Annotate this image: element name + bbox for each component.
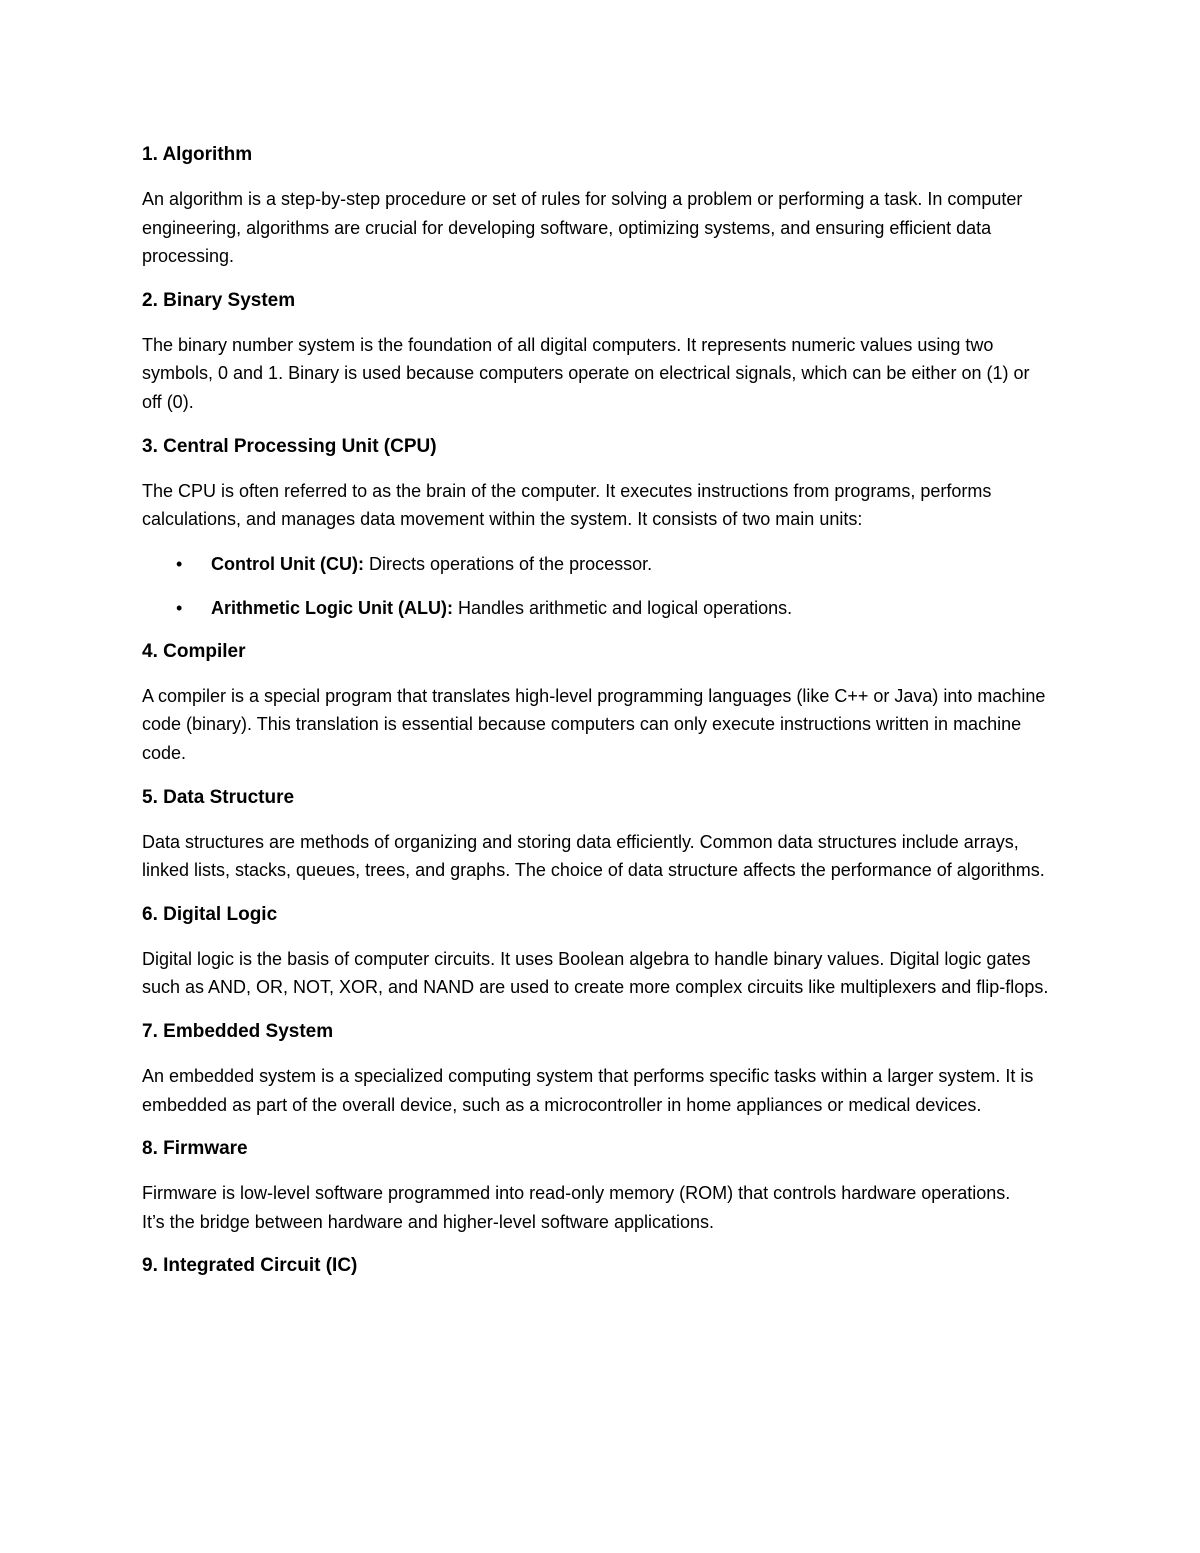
section-body: An embedded system is a specialized computing system that performs specific tasks within a larger system. It is embedded as part of the overall device, such as a microcontroller in home appliances or medical devices.: [142, 1065, 1034, 1115]
section-heading: [142, 638, 1080, 666]
section-heading: [142, 1018, 1080, 1046]
section-heading: [142, 1135, 1080, 1163]
bullet-text: Directs operations of the processor.: [363, 553, 653, 574]
section-body: The binary number system is the foundation of all digital computers. It represents numeric values using two symbols, 0 and 1. Binary is used because computers operate on electrical signals, which can be either on (1) or off (0).: [142, 334, 1030, 412]
section-number: 5.: [142, 786, 158, 808]
section-body: A compiler is a special program that translates high-level programming languages (like C++ or Java) into machine code (binary). This translation is essential because computers can only execute instructions written in machine code.: [142, 685, 1046, 763]
section-title: Data Structure: [163, 786, 295, 808]
list-item: [142, 550, 1080, 578]
section-heading: [142, 1252, 1080, 1280]
bullet-icon: •: [176, 597, 183, 618]
section-number: 2.: [142, 289, 158, 311]
bullet-list: [142, 550, 1080, 622]
section-title: Firmware: [163, 1138, 248, 1160]
section-heading: [142, 141, 1080, 169]
section-number: 8.: [142, 1138, 158, 1160]
section-body: An algorithm is a step-by-step procedure or set of rules for solving a problem or performing a task. In computer engineering, algorithms are crucial for developing software, optimizing systems, and ensuring efficient data processing.: [142, 189, 1023, 267]
list-item: [142, 594, 1080, 622]
section-title: Algorithm: [162, 144, 253, 165]
bullet-text: Handles arithmetic and logical operations.: [452, 597, 793, 618]
section-body: Data structures are methods of organizing and storing data efficiently. Common data structures include arrays, linked lists, stacks, queues, trees, and graphs. The choice of data structure affects the performance of algorithms.: [142, 831, 1045, 881]
section-number: 4.: [142, 640, 158, 662]
section-title: Integrated Circuit (IC): [163, 1255, 358, 1277]
section-number: 7.: [142, 1020, 158, 1042]
section-number: 3.: [142, 435, 158, 457]
section-number: 1.: [142, 144, 158, 165]
section-title: Digital Logic: [163, 903, 278, 925]
section-body: The CPU is often referred to as the brain of the computer. It executes instructions from programs, performs calculations, and manages data movement within the system. It consists of two main units:: [142, 480, 992, 530]
section-heading: [142, 287, 1080, 315]
section-title: Compiler: [163, 640, 246, 662]
bullet-icon: •: [176, 553, 183, 574]
section-heading: [142, 784, 1080, 812]
section-heading: [142, 433, 1080, 461]
section-number: 6.: [142, 903, 158, 925]
section-title: Embedded System: [163, 1020, 334, 1042]
section-number: 9.: [142, 1255, 158, 1277]
section-heading: [142, 901, 1080, 929]
section-body: Digital logic is the basis of computer circuits. It uses Boolean algebra to handle binary values. Digital logic gates such as AND, OR, NOT, XOR, and NAND are used to create more complex circuits like multiplexers and flip-flops.: [142, 948, 1049, 998]
bullet-term: Arithmetic Logic Unit (ALU):: [211, 597, 453, 618]
section-title: Central Processing Unit (CPU): [163, 435, 437, 457]
section-title: Binary System: [163, 289, 296, 311]
bullet-term: Control Unit (CU):: [211, 553, 364, 574]
section-body: Firmware is low-level software programmed into read-only memory (ROM) that controls hardware operations. It’s the bridge between hardware and higher-level software applications.: [142, 1183, 1011, 1232]
